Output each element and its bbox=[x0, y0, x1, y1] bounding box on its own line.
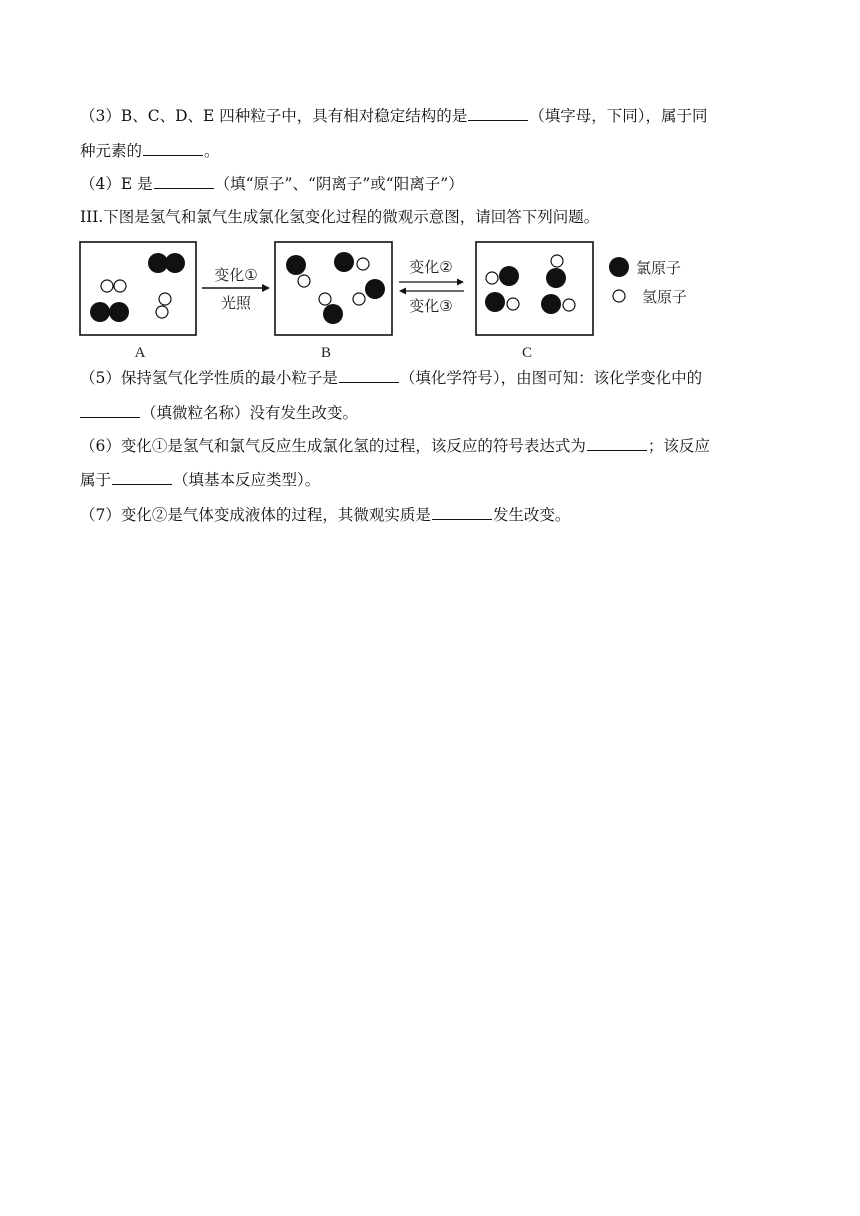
box-c bbox=[476, 242, 593, 335]
answer-blank[interactable] bbox=[339, 367, 399, 383]
answer-blank[interactable] bbox=[112, 469, 172, 485]
legend-white-dot bbox=[613, 290, 625, 302]
question-5-line-1: （5）保持氢气化学性质的最小粒子是 （填化学符号），由图可知：该化学变化中的 bbox=[80, 369, 703, 387]
box-a-molecules bbox=[90, 253, 185, 322]
box-c-label: C bbox=[521, 345, 533, 361]
box-b-label: B bbox=[320, 345, 332, 361]
answer-blank[interactable] bbox=[80, 402, 140, 418]
question-3-line-2: 种元素的 。 bbox=[80, 142, 220, 160]
question-5-line-2: （填微粒名称）没有发生改变。 bbox=[80, 402, 358, 424]
box-b-molecules bbox=[286, 252, 385, 324]
arrow-2-top-label: 变化② bbox=[409, 258, 453, 276]
question-6-line-1: （6）变化①是氢气和氯气反应生成氯化氢的过程，该反应的符号表达式为 ；该反应 bbox=[80, 437, 710, 455]
arrow-1-top-label: 变化① bbox=[214, 266, 258, 284]
answer-blank[interactable] bbox=[154, 173, 214, 189]
box-c-molecules bbox=[485, 255, 575, 314]
section-3-intro: III.下图是氢气和氯气生成氯化氢变化过程的微观示意图，请回答下列问题。 bbox=[80, 208, 600, 226]
question-7: （7）变化②是气体变成液体的过程，其微观实质是 发生改变。 bbox=[80, 506, 571, 524]
question-4: （4）E 是 （填“原子”、“阴离子”或“阳离子”） bbox=[80, 175, 464, 193]
answer-blank[interactable] bbox=[468, 105, 528, 121]
question-3-text-a: （3）B、C、D、E 四种粒子中，具有相对稳定结构的是 （填字母，下同），属于同 bbox=[80, 107, 708, 125]
answer-blank[interactable] bbox=[432, 504, 492, 520]
answer-blank[interactable] bbox=[143, 140, 203, 156]
legend-hydrogen-label: 氢原子 bbox=[642, 288, 688, 306]
legend-chlorine-label: 氯原子 bbox=[636, 259, 682, 277]
answer-blank[interactable] bbox=[587, 435, 647, 451]
legend-black-dot bbox=[609, 257, 629, 277]
arrow-1-bottom-label: 光照 bbox=[220, 294, 252, 312]
question-3-line-1 bbox=[80, 105, 774, 127]
arrow-3-bottom-label: 变化③ bbox=[409, 297, 453, 315]
question-6-line-2: 属于 （填基本反应类型）。 bbox=[80, 471, 321, 489]
box-a-label: A bbox=[134, 345, 146, 361]
molecule-diagram bbox=[76, 236, 716, 364]
